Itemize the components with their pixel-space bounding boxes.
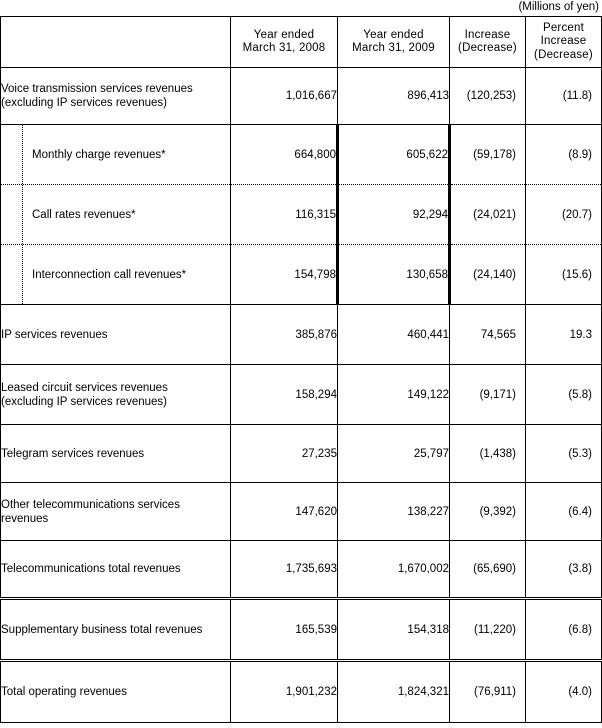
row-label <box>1 125 231 185</box>
cell-fy2008: 664,800 <box>231 125 338 185</box>
cell-increase: (9,171) <box>450 365 526 425</box>
table-row <box>1 68 602 125</box>
row-label <box>1 541 231 599</box>
cell-percent: (8.9) <box>526 125 602 185</box>
row-label <box>1 599 231 661</box>
cell-fy2008: 158,294 <box>231 365 338 425</box>
table-row-subtotal <box>1 541 602 599</box>
cell-fy2009: 154,318 <box>338 599 450 661</box>
cell-fy2008: 1,735,693 <box>231 541 338 599</box>
cell-percent: (11.8) <box>526 68 602 125</box>
table-row <box>1 483 602 541</box>
cell-percent: (15.6) <box>526 245 602 305</box>
table-row-total <box>1 661 602 723</box>
cell-fy2009: 138,227 <box>338 483 450 541</box>
table-row <box>1 365 602 425</box>
row-label <box>1 365 231 425</box>
row-label <box>1 245 231 305</box>
cell-increase: 74,565 <box>450 305 526 365</box>
row-label <box>1 185 231 245</box>
cell-fy2008: 116,315 <box>231 185 338 245</box>
cell-increase: (11,220) <box>450 599 526 661</box>
table-row-indented <box>1 185 602 245</box>
cell-percent: (5.3) <box>526 425 602 483</box>
header-line: Increase <box>464 28 511 41</box>
cell-fy2009: 92,294 <box>338 185 450 245</box>
cell-increase: (24,140) <box>450 245 526 305</box>
indent-guide <box>22 125 230 184</box>
cell-percent: (6.4) <box>526 483 602 541</box>
cell-fy2008: 165,539 <box>231 599 338 661</box>
cell-increase: (1,438) <box>450 425 526 483</box>
row-label-line: Other telecommunications services <box>1 498 180 511</box>
row-label-line: IP services revenues <box>1 328 108 341</box>
row-label-line: Telegram services revenues <box>1 447 145 460</box>
cell-increase: (9,392) <box>450 483 526 541</box>
header-cell-fy2009 <box>338 17 450 68</box>
cell-fy2009: 1,824,321 <box>338 661 450 723</box>
indent-guide <box>22 185 230 244</box>
row-label-line: Leased circuit services revenues <box>1 381 168 394</box>
row-label <box>1 305 231 365</box>
row-label-line: Telecommunications total revenues <box>1 563 181 575</box>
header-cell-item <box>1 17 231 68</box>
row-label-line: Call rates revenues* <box>32 208 136 221</box>
row-label-line: (excluding IP services revenues) <box>1 97 167 109</box>
row-label-line: Supplementary business total revenues <box>1 623 203 636</box>
indent-guide <box>22 245 230 304</box>
cell-percent: 19.3 <box>526 305 602 365</box>
header-row <box>1 17 602 68</box>
cell-fy2008: 154,798 <box>231 245 338 305</box>
row-label-line: Voice transmission services revenues <box>1 83 193 95</box>
table-row-indented <box>1 125 602 185</box>
header-line: Increase <box>540 35 587 48</box>
row-label <box>1 483 231 541</box>
table-row <box>1 425 602 483</box>
table-row-indented <box>1 245 602 305</box>
table-header <box>1 17 602 68</box>
cell-increase: (120,253) <box>450 68 526 125</box>
header-cell-increase <box>450 17 526 68</box>
row-label-line: Total operating revenues <box>1 686 127 698</box>
units-caption: (Millions of yen) <box>518 1 599 13</box>
row-label-line: Interconnection call revenues* <box>32 268 187 281</box>
cell-percent: (4.0) <box>526 661 602 723</box>
header-cell-fy2008 <box>231 17 338 68</box>
cell-fy2008: 147,620 <box>231 483 338 541</box>
revenue-breakdown-table <box>0 16 602 723</box>
header-line: Percent <box>542 21 585 34</box>
row-label <box>1 425 231 483</box>
table-row-subtotal <box>1 599 602 661</box>
cell-increase: (76,911) <box>450 661 526 723</box>
row-label <box>1 68 231 125</box>
cell-fy2008: 385,876 <box>231 305 338 365</box>
row-label-line: Monthly charge revenues* <box>32 148 166 161</box>
cell-fy2009: 460,441 <box>338 305 450 365</box>
cell-fy2009: 896,413 <box>338 68 450 125</box>
row-label <box>1 661 231 723</box>
cell-fy2009: 605,622 <box>338 125 450 185</box>
header-line: Year ended <box>363 28 424 41</box>
header-line: March 31, 2009 <box>352 42 435 54</box>
cell-fy2009: 1,670,002 <box>338 541 450 599</box>
cell-increase: (65,690) <box>450 541 526 599</box>
cell-percent: (20.7) <box>526 185 602 245</box>
cell-fy2009: 149,122 <box>338 365 450 425</box>
cell-fy2008: 1,901,232 <box>231 661 338 723</box>
cell-fy2009: 130,658 <box>338 245 450 305</box>
table-row <box>1 305 602 365</box>
cell-fy2008: 27,235 <box>231 425 338 483</box>
header-line: March 31, 2008 <box>242 42 326 54</box>
header-line: (Decrease) <box>534 48 593 61</box>
header-line: Year ended <box>253 28 315 41</box>
cell-increase: (59,178) <box>450 125 526 185</box>
row-label-line: (excluding IP services revenues) <box>1 395 167 408</box>
cell-percent: (3.8) <box>526 541 602 599</box>
table-body <box>1 68 602 723</box>
row-label-line: revenues <box>1 512 49 525</box>
cell-percent: (6.8) <box>526 599 602 661</box>
header-line: (Decrease) <box>458 42 517 54</box>
cell-increase: (24,021) <box>450 185 526 245</box>
cell-fy2009: 25,797 <box>338 425 450 483</box>
cell-percent: (5.8) <box>526 365 602 425</box>
cell-fy2008: 1,016,667 <box>231 68 338 125</box>
header-cell-percent <box>526 17 602 68</box>
